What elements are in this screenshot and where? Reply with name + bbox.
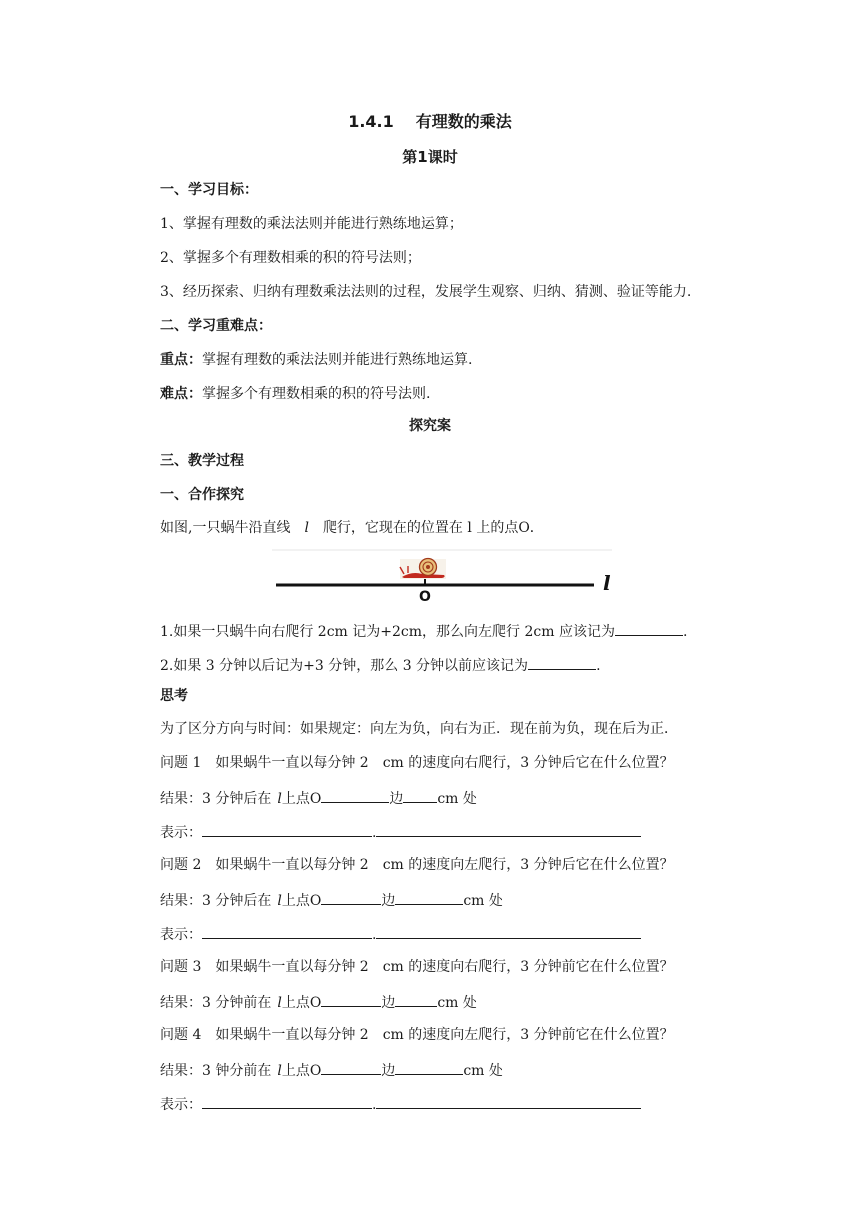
result-unit: cm 处 [463, 1063, 503, 1079]
result-var: l [277, 995, 282, 1011]
express-dot: . [372, 927, 377, 943]
express-blank-2[interactable] [376, 821, 641, 837]
intro-line-var: l [304, 520, 309, 536]
result-prefix: 结果：3 分钟后在 [160, 893, 272, 909]
problem-label: 问题 1 [160, 755, 202, 771]
explore-section-title: 探究案 [409, 418, 451, 434]
result-mid: 上点O [281, 791, 322, 807]
snail-line-figure [272, 548, 622, 602]
key-point-text: 掌握有理数的乘法法则并能进行熟练地运算. [202, 352, 473, 368]
result-var: l [277, 1063, 282, 1079]
problem-4 [160, 1025, 674, 1045]
result-prefix: 结果：3 钟分前在 [160, 1063, 272, 1079]
express-4 [160, 1093, 641, 1115]
side-blank[interactable] [321, 991, 381, 1007]
result-side: 边 [381, 893, 396, 909]
line-label: l [603, 571, 611, 595]
express-blank-2[interactable] [376, 923, 641, 939]
point-label: O [419, 589, 431, 602]
key-point [160, 350, 472, 370]
side-blank[interactable] [321, 889, 381, 905]
express-label: 表示： [160, 927, 202, 943]
question-2-text: 2.如果 3 分钟以后记为+3 分钟，那么 3 分钟以前应该记为 [160, 658, 529, 674]
express-label: 表示： [160, 1097, 202, 1113]
express-blank-2[interactable] [376, 1093, 641, 1109]
result-var: l [277, 791, 282, 807]
result-mid: 上点O [281, 893, 322, 909]
express-blank[interactable] [202, 923, 372, 939]
express-blank[interactable] [202, 821, 372, 837]
problem-text: 如果蜗牛一直以每分钟 2 cm 的速度向左爬行，3 分钟后它在什么位置？ [215, 857, 674, 873]
express-blank[interactable] [202, 1093, 372, 1109]
page-title [0, 112, 860, 132]
intro-after: 爬行，它现在的位置在 l 上的点O． [322, 520, 544, 536]
goal-item: 2、掌握多个有理数相乘的积的符号法则； [160, 250, 421, 266]
result-unit: cm 处 [437, 995, 477, 1011]
answer-blank[interactable] [528, 654, 596, 670]
difficult-point-text: 掌握多个有理数相乘的积的符号法则. [202, 386, 431, 402]
result-prefix: 结果：3 分钟前在 [160, 995, 272, 1011]
distance-blank[interactable] [395, 889, 463, 905]
problem-text: 如果蜗牛一直以每分钟 2 cm 的速度向右爬行，3 分钟后它在什么位置？ [215, 755, 674, 771]
question-1-text: 1.如果一只蜗牛向右爬行 2cm 记为+2cm，那么向左爬行 2cm 应该记为 [160, 624, 615, 640]
section-key-points-heading: 二、学习重难点： [160, 318, 272, 334]
question-1 [160, 620, 687, 642]
question-2-end: . [596, 658, 601, 674]
difficult-point [160, 384, 430, 404]
distance-blank[interactable] [395, 991, 437, 1007]
subsection-heading: 一、合作探究 [160, 487, 244, 503]
think-heading: 思考 [160, 688, 188, 704]
result-mid: 上点O [281, 1063, 322, 1079]
problem-label: 问题 3 [160, 959, 202, 975]
problem-3 [160, 957, 674, 977]
result-var: l [277, 893, 282, 909]
goal-item: 1、掌握有理数的乘法法则并能进行熟练地运算； [160, 216, 463, 232]
key-point-label: 重点： [160, 352, 202, 368]
distance-blank[interactable] [403, 787, 437, 803]
answer-blank[interactable] [615, 620, 683, 636]
snail-icon [400, 559, 446, 580]
express-dot: . [372, 1097, 377, 1113]
title-number: 1.4.1 [348, 112, 394, 131]
goal-item: 3、经历探索、归纳有理数乘法法则的过程，发展学生观察、归纳、猜测、验证等能力. [160, 284, 692, 300]
section-process-heading: 三、教学过程 [160, 453, 244, 469]
express-1 [160, 821, 641, 843]
problem-label: 问题 4 [160, 1027, 202, 1043]
result-unit: cm 处 [437, 791, 477, 807]
result-side: 边 [381, 1063, 396, 1079]
distance-blank[interactable] [395, 1059, 463, 1075]
result-side: 边 [389, 791, 404, 807]
result-mid: 上点O [281, 995, 322, 1011]
problem-2 [160, 855, 674, 875]
result-prefix: 结果：3 分钟后在 [160, 791, 272, 807]
question-2 [160, 654, 601, 676]
title-name: 有理数的乘法 [415, 112, 512, 131]
intro-text [160, 518, 544, 538]
problem-text: 如果蜗牛一直以每分钟 2 cm 的速度向左爬行，3 分钟前它在什么位置？ [215, 1027, 674, 1043]
express-label: 表示： [160, 825, 202, 841]
result-2 [160, 889, 503, 911]
lesson-subtitle: 第1课时 [402, 148, 458, 166]
result-4 [160, 1059, 503, 1081]
result-3 [160, 991, 477, 1013]
result-side: 边 [381, 995, 396, 1011]
express-dot: . [372, 825, 377, 841]
side-blank[interactable] [321, 1059, 381, 1075]
problem-1 [160, 753, 674, 773]
direction-rule: 为了区分方向与时间：如果规定：向左为负，向右为正．现在前为负，现在后为正． [160, 721, 678, 737]
side-blank[interactable] [321, 787, 389, 803]
question-1-end: . [682, 624, 688, 640]
problem-label: 问题 2 [160, 857, 202, 873]
section-goals-heading: 一、学习目标： [160, 182, 258, 198]
result-unit: cm 处 [463, 893, 503, 909]
difficult-point-label: 难点： [160, 386, 202, 402]
intro-before: 如图,一只蜗牛沿直线 [160, 520, 291, 536]
problem-text: 如果蜗牛一直以每分钟 2 cm 的速度向右爬行，3 分钟前它在什么位置？ [215, 959, 674, 975]
result-1 [160, 787, 477, 809]
express-2 [160, 923, 641, 945]
